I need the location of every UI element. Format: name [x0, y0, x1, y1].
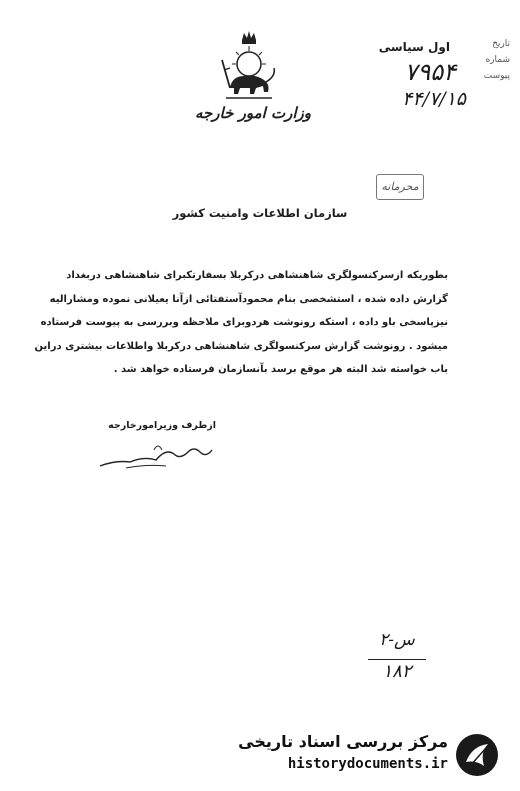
recipient-line: سازمان اطلاعات وامنیت کشور	[172, 206, 348, 220]
meta-field-label: پیوست	[483, 71, 510, 81]
confidential-stamp: محرمانه	[376, 174, 424, 200]
signature-title: ازطرف وزیرامورخارجه	[108, 420, 216, 431]
archive-logo-icon	[454, 732, 500, 778]
ministry-title: وزارت امور خارجه	[194, 104, 312, 122]
document-date: ۴۴/۷/۱۵	[402, 88, 466, 110]
lion-and-sun-emblem-icon	[216, 30, 282, 104]
body-line: گزارش داده شده ، استشخصی بنام محمودآستفتائی ازآنا یعیلانی نموده ومشارالیه	[49, 293, 448, 305]
watermark-name: مرکز بررسی اسناد تاریخی	[238, 732, 448, 751]
meta-field-label: تاریخ	[492, 39, 510, 49]
body-line: نیزپاسخی باو داده ، استکه رونوشت هردوبرای ملاحظه وبررسی به پیوست فرستاده	[40, 317, 448, 328]
archive-page-number: ۱۸۲	[382, 661, 412, 682]
classification-label: اول سیاسی	[378, 40, 450, 54]
handwritten-signature-icon	[96, 430, 216, 474]
letter-body	[34, 264, 448, 382]
archive-code: ۲-س	[379, 630, 415, 650]
signature-block	[96, 420, 216, 470]
meta-field-labels	[484, 36, 510, 84]
meta-field-label: شماره	[485, 55, 510, 65]
body-line: بطوریکه ازسرکنسولگری شاهنشاهی درکربلا بسفارتکبرای شاهنشاهی دربغداد	[66, 270, 448, 281]
body-line: باب خواسته شد البته هر موقع برسد بآنسازمان فرستاده خواهد شد .	[113, 364, 448, 375]
watermark-url: historydocuments.ir	[287, 756, 448, 772]
document-number: ۷۹۵۴	[404, 58, 456, 86]
watermark	[236, 728, 504, 784]
archive-divider	[368, 659, 426, 660]
body-line: میشود . رونوشت گزارش سرکنسولگری شاهنشاهی درکربلا واطلاعات بیشتری دراین	[34, 340, 448, 352]
